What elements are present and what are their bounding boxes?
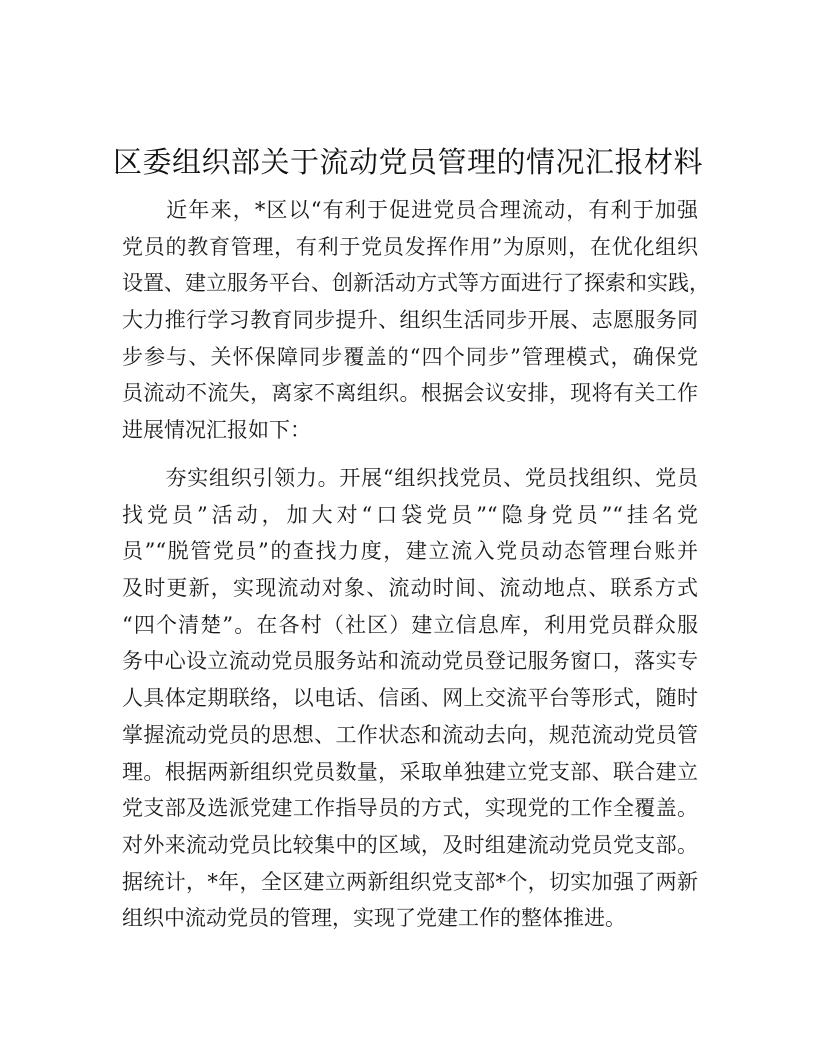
text-line: 人具体定期联络，以电话、信函、网上交流平台等形式，随时 (122, 686, 698, 711)
text-line: 设置、建立服务平台、创新活动方式等方面进行了探索和实践， (122, 271, 710, 296)
text-line: 员流动不流失，离家不离组织。根据会议安排，现将有关工作 (122, 381, 698, 406)
text-line: 找党员”活动，加大对“口袋党员”“隐身党员”“挂名党 (122, 502, 698, 527)
text-line: “四个清楚”。在各村（社区）建立信息库，利用党员群众服 (122, 612, 698, 637)
paragraph-intro (122, 192, 710, 449)
text-line: 据统计，*年，全区建立两新组织党支部*个，切实加强了两新 (122, 869, 698, 894)
text-line: 掌握流动党员的思想、工作状态和流动去向，规范流动党员管 (122, 722, 698, 747)
text-line: 党员的教育管理，有利于党员发挥作用”为原则，在优化组织 (122, 234, 698, 259)
document-title: 区委组织部关于流动党员管理的情况汇报材料 (112, 145, 703, 179)
text-line: 及时更新，实现流动对象、流动时间、流动地点、联系方式 (122, 576, 698, 601)
text-line: 党支部及选派党建工作指导员的方式，实现党的工作全覆盖。 (122, 796, 698, 821)
text-line: 进展情况汇报如下： (122, 418, 311, 443)
text-line: 步参与、关怀保障同步覆盖的“四个同步”管理模式，确保党 (122, 344, 698, 369)
text-line: 近年来，*区以“有利于促进党员合理流动，有利于加强 (122, 198, 698, 222)
text-line: 员”“脱管党员”的查找力度，建立流入党员动态管理台账并 (122, 539, 698, 564)
text-line: 组织中流动党员的管理，实现了党建工作的整体推进。 (122, 906, 626, 931)
text-line: 对外来流动党员比较集中的区域，及时组建流动党员党支部。 (122, 832, 698, 857)
text-line: 务中心设立流动党员服务站和流动党员登记服务窗口，落实专 (122, 649, 698, 674)
text-line: 大力推行学习教育同步提升、组织生活同步开展、志愿服务同 (122, 308, 698, 333)
text-line: 夯实组织引领力。开展“组织找党员、党员找组织、党员 (122, 466, 698, 490)
paragraph-organization (122, 460, 698, 937)
text-line: 理。根据两新组织党员数量，采取单独建立党支部、联合建立 (122, 759, 698, 784)
